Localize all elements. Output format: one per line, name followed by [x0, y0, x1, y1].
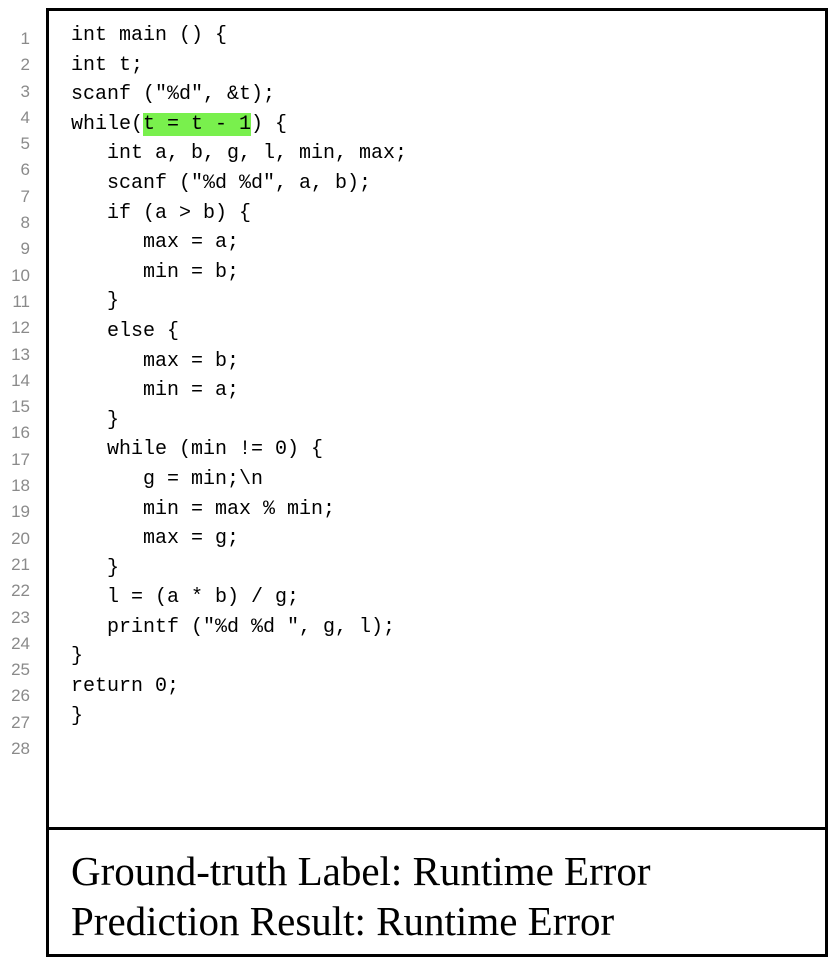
line-number: 26: [11, 686, 30, 706]
line-number: 27: [11, 712, 30, 732]
result-label-panel: [49, 827, 825, 954]
code-line: max = g;: [71, 527, 240, 551]
code-line: int t;: [71, 53, 144, 77]
line-number-gutter: [0, 26, 30, 762]
line-number: 13: [11, 344, 30, 364]
line-number: 3: [20, 81, 30, 101]
while-loop-line: [71, 110, 825, 140]
code-line: l = (a * b) / g;: [71, 586, 300, 610]
code-line: }: [71, 645, 84, 669]
line-number: 2: [20, 55, 30, 75]
code-line: scanf ("%d", &t);: [71, 83, 276, 107]
line-number: 14: [11, 370, 30, 390]
code-line: min = max % min;: [71, 497, 336, 521]
line-number: 15: [11, 397, 30, 417]
line-number: 25: [11, 660, 30, 680]
line-number: 11: [12, 291, 30, 311]
code-line: }: [71, 556, 120, 580]
line-number: 16: [11, 423, 30, 443]
line-number: 24: [11, 633, 30, 653]
while-prefix: while(: [71, 112, 144, 136]
code-line: int a, b, g, l, min, max;: [71, 142, 408, 166]
code-line: while (min != 0) {: [71, 438, 324, 462]
ground-truth-label: Ground-truth Label: Runtime Error: [71, 848, 651, 894]
highlighted-code: t = t - 1: [143, 112, 252, 136]
code-line: return 0;: [71, 675, 180, 699]
code-line: if (a > b) {: [71, 201, 252, 225]
line-number: 4: [20, 107, 30, 127]
code-line: g = min;\n: [71, 467, 264, 491]
line-number: 17: [11, 449, 30, 469]
code-line: min = b;: [71, 260, 240, 284]
line-number: 23: [11, 607, 30, 627]
line-number: 12: [11, 318, 30, 338]
code-line: max = a;: [71, 231, 240, 255]
code-line: }: [71, 290, 120, 314]
code-line: scanf ("%d %d", a, b);: [71, 171, 372, 195]
code-block: [49, 11, 825, 827]
line-number: 28: [11, 739, 30, 759]
code-line: }: [71, 408, 120, 432]
line-number: 6: [20, 160, 30, 180]
line-number: 9: [20, 239, 30, 259]
code-line: int main () {: [71, 24, 228, 47]
line-number: 5: [20, 134, 30, 154]
code-figure-frame: [46, 8, 828, 957]
code-line: }: [71, 704, 84, 728]
prediction-result: Prediction Result: Runtime Error: [71, 898, 615, 944]
line-number: 21: [11, 554, 30, 574]
code-line: printf ("%d %d ", g, l);: [71, 615, 396, 639]
line-number: 19: [11, 502, 30, 522]
line-number: 22: [11, 581, 30, 601]
line-number: 8: [20, 213, 30, 233]
code-line: min = a;: [71, 379, 240, 403]
code-line: max = b;: [71, 349, 240, 373]
line-number: 1: [20, 29, 30, 48]
line-number: 20: [11, 528, 30, 548]
code-line: else {: [71, 319, 180, 343]
while-suffix: ) {: [251, 112, 288, 136]
line-number: 18: [11, 476, 30, 496]
line-number: 10: [11, 265, 30, 285]
line-number: 7: [20, 186, 30, 206]
